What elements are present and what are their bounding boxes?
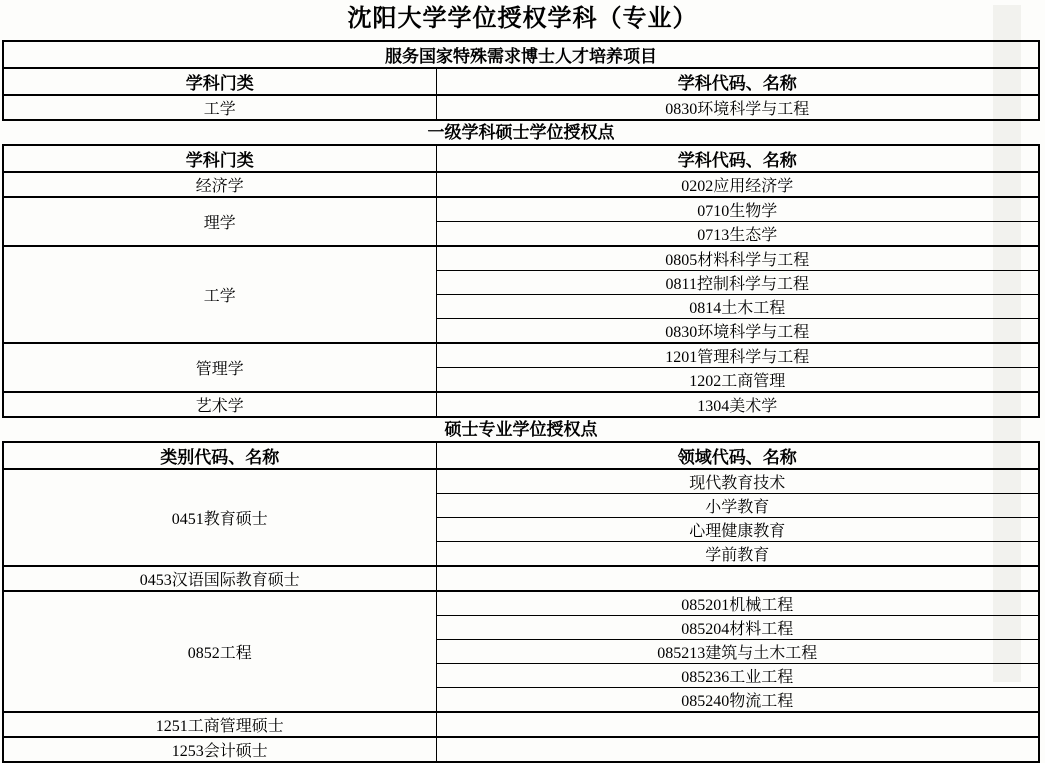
- table-banner-row: [3, 41, 1039, 68]
- table-row: [3, 712, 1039, 737]
- authorization-table: [2, 144, 1040, 418]
- category-cell: 0451教育硕士: [3, 469, 436, 566]
- column-header: 学科门类: [3, 68, 436, 95]
- item-cell: 085236工业工程: [436, 664, 1039, 688]
- category-cell: 工学: [3, 95, 436, 120]
- item-cell: 085204材料工程: [436, 616, 1039, 640]
- item-cell: 0814土木工程: [436, 295, 1039, 319]
- table-row: [3, 591, 1039, 616]
- item-cell: 0830环境科学与工程: [436, 95, 1039, 120]
- header-row: [3, 68, 1039, 95]
- item-cell: 085213建筑与土木工程: [436, 640, 1039, 664]
- item-cell: [436, 737, 1039, 762]
- category-cell: 经济学: [3, 172, 436, 197]
- section-title: 一级学科硕士学位授权点: [427, 123, 615, 142]
- table-banner: 服务国家特殊需求博士人才培养项目: [3, 41, 1039, 68]
- column-header: 领域代码、名称: [436, 442, 1039, 469]
- header-row: [3, 145, 1039, 172]
- item-cell: 心理健康教育: [436, 518, 1039, 542]
- authorization-table: [2, 40, 1040, 121]
- item-cell: 1304美术学: [436, 392, 1039, 417]
- column-header: 学科代码、名称: [436, 68, 1039, 95]
- table-row: [3, 469, 1039, 494]
- table-row: [3, 246, 1039, 271]
- item-cell: [436, 566, 1039, 591]
- item-cell: 1201管理科学与工程: [436, 343, 1039, 368]
- category-cell: 理学: [3, 197, 436, 246]
- item-cell: 0805材料科学与工程: [436, 246, 1039, 271]
- item-cell: 0830环境科学与工程: [436, 319, 1039, 344]
- column-header: 学科代码、名称: [436, 145, 1039, 172]
- document: [0, 5, 1045, 763]
- table-row: [3, 197, 1039, 222]
- category-cell: 管理学: [3, 343, 436, 392]
- table-row: [3, 566, 1039, 591]
- item-cell: 现代教育技术: [436, 469, 1039, 494]
- item-cell: 085240物流工程: [436, 688, 1039, 713]
- table-row: [3, 737, 1039, 762]
- table-row: [3, 392, 1039, 417]
- item-cell: 0713生态学: [436, 222, 1039, 247]
- authorization-table: [2, 441, 1040, 763]
- category-cell: 工学: [3, 246, 436, 343]
- column-header: 学科门类: [3, 145, 436, 172]
- category-cell: 0852工程: [3, 591, 436, 712]
- item-cell: 0811控制科学与工程: [436, 271, 1039, 295]
- category-cell: 1253会计硕士: [3, 737, 436, 762]
- column-header: 类别代码、名称: [3, 442, 436, 469]
- page-title: 沈阳大学学位授权学科（专业）: [347, 6, 698, 32]
- table-row: [3, 343, 1039, 368]
- item-cell: 小学教育: [436, 494, 1039, 518]
- category-cell: 1251工商管理硕士: [3, 712, 436, 737]
- table-row: [3, 95, 1039, 120]
- category-cell: 艺术学: [3, 392, 436, 417]
- sections-container: [0, 40, 1045, 763]
- item-cell: 085201机械工程: [436, 591, 1039, 616]
- item-cell: [436, 712, 1039, 737]
- item-cell: 1202工商管理: [436, 368, 1039, 393]
- header-row: [3, 442, 1039, 469]
- category-cell: 0453汉语国际教育硕士: [3, 566, 436, 591]
- item-cell: 0202应用经济学: [436, 172, 1039, 197]
- item-cell: 0710生物学: [436, 197, 1039, 222]
- table-row: [3, 172, 1039, 197]
- item-cell: 学前教育: [436, 542, 1039, 567]
- section-title: 硕士专业学位授权点: [444, 420, 598, 439]
